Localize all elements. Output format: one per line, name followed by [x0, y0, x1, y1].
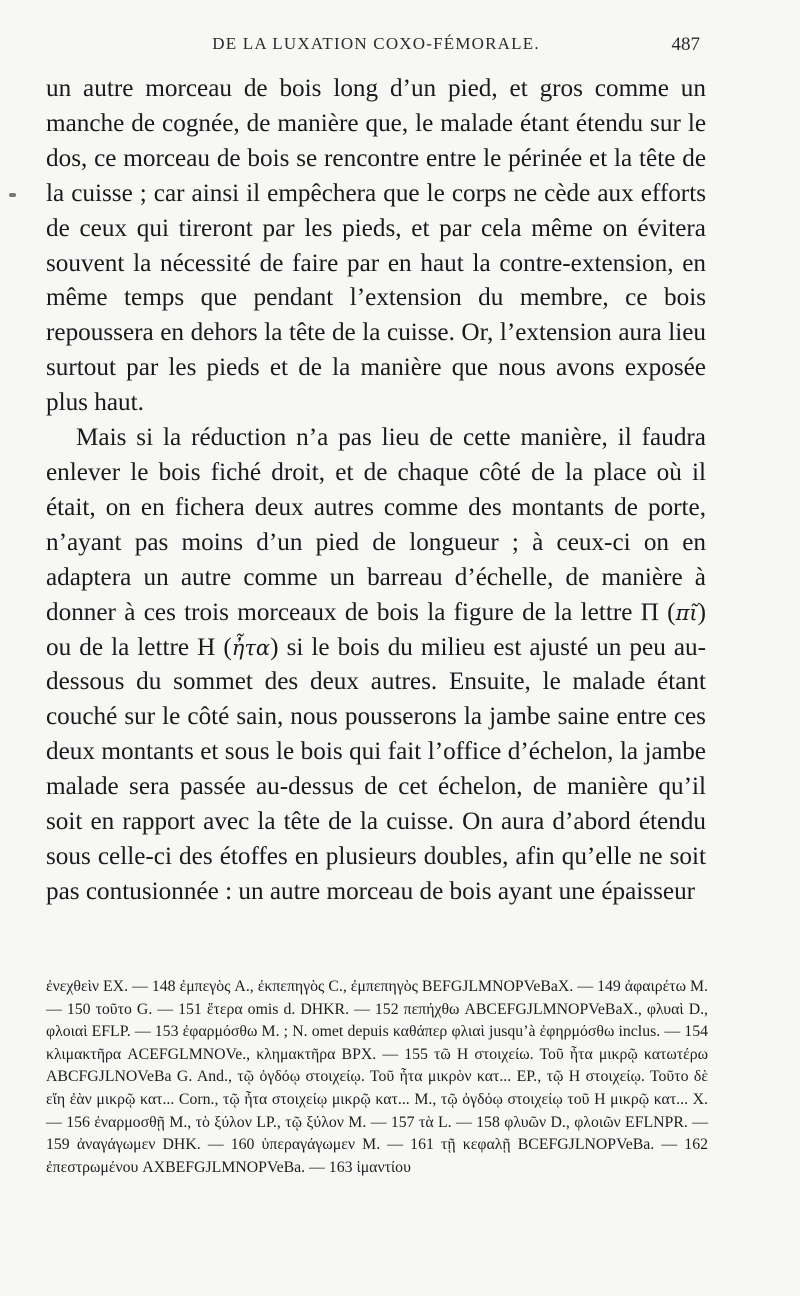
paragraph-2 [46, 421, 706, 910]
running-title: DE LA LUXATION COXO-FÉMORALE. [212, 34, 540, 53]
page-number: 487 [671, 34, 700, 55]
paragraph-2-part-1: Mais si la réduction n’a pas lieu de cette manière, il faudra enlever le bois fiché droit, et de chaque côté de la place où il était, on en fichera deux autres comme des montants de porte, n’ayant pas moins d’un pied de longueur ; à ceux-ci on en adaptera un autre comme un barreau d’échelle, de manière à donner à ces trois morceaux de bois la figure de la lettre Π ( [46, 424, 706, 626]
margin-mark [9, 193, 16, 197]
footnotes: ἐνεχθεὶν EX. — 148 ἐμπεγὸς A., ἐκπεπηγὸς C., ἐμπεπηγὸς BEFGJLMNOPVeBaX. — 149 ἀφαιρέτω M. — 150 τοῦτο G. — 151 ἕτερα omis d. DHKR. — 152 πεπήχθω ABCEFGJLMNOPVeBaX., φλυαὶ D., φλοιαὶ EFLP. — 153 ἐφαρμόσθω M. ; N. omet depuis καθάπερ φλιαὶ jusqu’à ἐφηρμόσθω inclus. — 154 κλιμακτῆρα ACEFGLMNOVe., κλημακτῆρα BPX. — 155 τῶ H στοιχείω. Τοῦ ἦτα μικρῷ κατωτέρω ABCFGJLNOVeBa G. And., τῷ ὀγδόῳ στοιχείῳ. Τοῦ ἦτα μικρὸν κατ... EP., τῷ H στοιχείῳ. Τοῦτο δὲ εἴη ἐὰν μικρῷ κατ... Corn., τῷ ἦτα στοιχείῳ μικρῷ κατ... M., τῷ ὀγδόῳ στοιχείῳ τοῦ H μικρῷ κατ... X. — 156 ἐναρμοσθῇ M., τὸ ξύλον LP., τῷ ξύλον M. — 157 τὰ L. — 158 φλυῶν D., φλοιῶν EFLNPR. — 159 ἀναγάγωμεν DHK. — 160 ὑπεραγάγωμεν M. — 161 τῇ κεφαλῇ BCEFGJLNOPVeBa. — 162 ἐπεστρωμένου AXBEFGJLMNOPVeBa. — 163 ἱμαντίου [46, 978, 708, 1176]
greek-word-eta: ἦτα [231, 635, 271, 660]
paragraph-2-part-2: ) ou de la lettre H ( [46, 598, 706, 661]
main-text [46, 72, 706, 910]
page-header [46, 34, 706, 58]
paragraph-2-part-3: ) si le bois du milieu est ajusté un peu au-dessous du sommet des deux autres. Ensuite, le malade étant couché sur le côté sain, nous pousserons la jambe saine entre ces deux montants et sous le bois qui fait l’office d’échelon, la jambe malade sera passée au-dessus de cet échelon, de manière qu’il soit en rapport avec la tête de la cuisse. On aura d’abord étendu sous celle-ci des étoffes en plusieurs doubles, afin qu’elle ne soit pas contusionnée : un autre morceau de bois ayant une épaisseur [46, 633, 706, 905]
paragraph-1: un autre morceau de bois long d’un pied, et gros comme un manche de cognée, de manière que, le malade étant étendu sur le dos, ce morceau de bois se rencontre entre le périnée et la tête de la cuisse ; car ainsi il empêchera que le corps ne cède aux efforts de ceux qui tireront par les pieds, et par cela même on évitera souvent la nécessité de faire par en haut la contre-extension, en même temps que pendant l’extension du membre, ce bois repoussera en dehors la tête de la cuisse. Or, l’extension aura lieu surtout par les pieds et de la manière que nous avons exposée plus haut. [46, 75, 706, 417]
greek-word-pi: πῖ [675, 600, 698, 625]
